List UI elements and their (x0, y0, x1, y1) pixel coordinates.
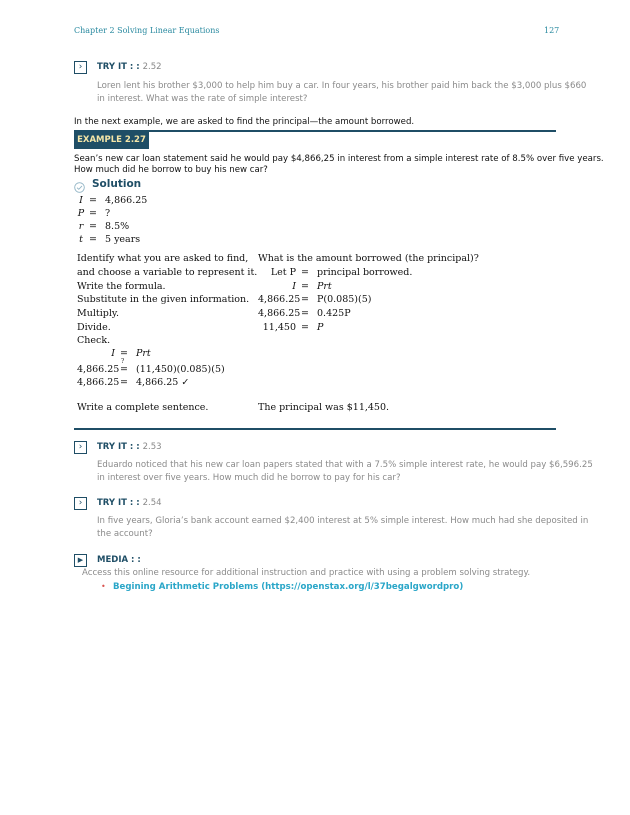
try-it-label: TRY IT : : (97, 62, 140, 72)
step-check: Check. (77, 335, 111, 346)
example-problem-line: Sean’s new car loan statement said he would pay $4,866,25 in interest from a simple interest rate of 8.5% over five years. (74, 154, 604, 164)
intro-text: In the next example, we are asked to find the principal—the amount borrowed. (74, 117, 415, 127)
given-eq: = (89, 234, 97, 245)
try-it-label: TRY IT : : (97, 498, 140, 508)
chevron-right-icon[interactable]: › (74, 441, 87, 454)
check-eq: = (120, 377, 128, 388)
step-formula: Write the formula. (77, 281, 166, 292)
try-it-text-line: the account? (97, 528, 153, 539)
formula-eq: = (301, 281, 309, 292)
example-badge: EXAMPLE 2.27 (74, 132, 149, 149)
solution-heading: Solution (92, 178, 142, 190)
given-val: 4,866.25 (105, 195, 148, 206)
example-problem (74, 154, 604, 176)
let-val: principal borrowed. (317, 267, 413, 278)
check-lhs: I (111, 348, 115, 359)
play-icon[interactable]: ▶ (74, 554, 87, 567)
page-number: 127 (544, 26, 560, 35)
try-it-number: 2.54 (142, 498, 162, 508)
given-var: t (79, 234, 83, 245)
formula-lhs: I (292, 281, 296, 292)
check-eq: = (120, 348, 128, 359)
div-eq: = (301, 322, 309, 333)
mul-eq: = (301, 308, 309, 319)
try-it-text-line: in interest over five years. How much did he borrow to pay for his car? (97, 472, 401, 483)
media-link[interactable]: Begining Arithmetic Problems (https://openstax.org/l/37begalgwordpro) (113, 582, 464, 592)
div-lhs: 11,450 (262, 322, 296, 333)
given-val: ? (105, 208, 111, 219)
sub-rhs: P(0.085)(5) (317, 294, 372, 305)
step-question: What is the amount borrowed (the principal)? (258, 253, 479, 264)
div-rhs: P (317, 322, 324, 333)
sub-eq: = (301, 294, 309, 305)
check-rhs: Prt (136, 348, 151, 359)
try-it-text-line: In five years, Gloria’s bank account earned $2,400 interest at 5% simple interest. How much had she deposited in (97, 516, 589, 526)
check-question-mark: ? (121, 358, 125, 365)
given-var: I (79, 195, 83, 206)
step-divide: Divide. (77, 322, 111, 333)
step-identify: Identify what you are asked to find, (77, 253, 249, 264)
try-it-2-54-text (97, 515, 588, 540)
try-it-label: TRY IT : : (97, 442, 140, 452)
answer: The principal was $11,450. (258, 402, 390, 413)
chapter-title: Chapter 2 Solving Linear Equations (74, 26, 220, 35)
bullet-icon: • (101, 582, 106, 591)
try-it-number: 2.52 (142, 62, 162, 72)
check-eq: = (120, 364, 128, 375)
step-sentence: Write a complete sentence. (77, 402, 209, 413)
try-it-number: 2.53 (142, 442, 162, 452)
given-var: P (77, 208, 85, 219)
given-eq: = (89, 208, 97, 219)
let-lhs: Let P (270, 267, 296, 278)
given-eq: = (89, 195, 97, 206)
step-multiply: Multiply. (77, 308, 119, 319)
step-identify: and choose a variable to represent it. (77, 267, 258, 278)
let-eq: = (301, 267, 309, 278)
step-substitute: Substitute in the given information. (77, 294, 250, 305)
check-rhs: (11,450)(0.085)(5) (136, 364, 225, 375)
given-var: r (78, 221, 84, 232)
try-it-2-52-text (97, 80, 586, 105)
check-lhs: 4,866.25 (77, 377, 120, 388)
given-eq: = (89, 221, 97, 232)
media-description: Access this online resource for additional instruction and practice with using a problem solving strategy. (82, 568, 531, 578)
try-it-text-line: Loren lent his brother $3,000 to help him buy a car. In four years, his brother paid him back the $3,000 plus $660 (97, 81, 587, 91)
sub-lhs: 4,866.25 (258, 294, 301, 305)
try-it-2-53-text (97, 459, 593, 484)
check-lhs: 4,866.25 (77, 364, 120, 375)
media-label: MEDIA : : (97, 555, 141, 565)
given-val: 8.5% (105, 221, 130, 232)
check-rhs: 4,866.25 ✓ (136, 377, 190, 388)
check-circle-icon (74, 178, 85, 189)
example-bottom-rule (74, 428, 556, 430)
formula-rhs: Prt (317, 281, 332, 292)
try-it-text-line: in interest. What was the rate of simple interest? (97, 93, 308, 104)
chevron-right-icon[interactable]: › (74, 497, 87, 510)
mul-lhs: 4,866.25 (258, 308, 301, 319)
example-problem-line: How much did he borrow to buy his new car? (74, 165, 268, 175)
chevron-right-icon[interactable]: › (74, 61, 87, 74)
try-it-text-line: Eduardo noticed that his new car loan papers stated that with a 7.5% simple interest rate, he would pay $6,596.25 (97, 460, 593, 470)
mul-rhs: 0.425P (317, 308, 351, 319)
given-val: 5 years (105, 234, 141, 245)
